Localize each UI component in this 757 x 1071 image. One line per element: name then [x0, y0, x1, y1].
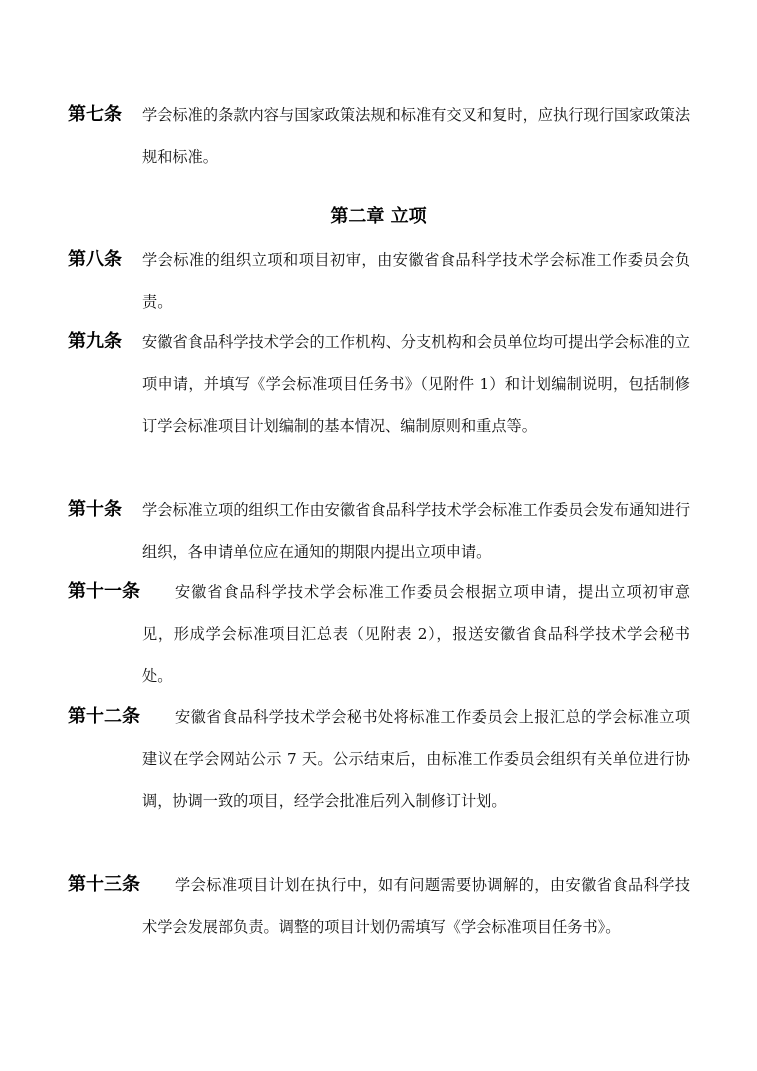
article-label: 第十三条 [68, 874, 140, 895]
article-text: 安徽省食品科学技术学会标准工作委员会根据立项申请，提出立项初审意见，形成学会标准项目汇总表（见附表 2），报送安徽省食品科学技术学会秘书处。 [142, 583, 690, 685]
article-label: 第八条 [68, 249, 122, 270]
article-label: 第十一条 [68, 581, 140, 602]
article-text: 学会标准的组织立项和项目初审，由安徽省食品科学技术学会标准工作委员会负责。 [142, 251, 690, 311]
article-text: 安徽省食品科学技术学会秘书处将标准工作委员会上报汇总的学会标准立项建议在学会网站公示 7 天。公示结束后，由标准工作委员会组织有关单位进行协调，协调一致的项目，经学会批准后列入制修订计划。 [142, 708, 690, 810]
article-text: 学会标准立项的组织工作由安徽省食品科学技术学会标准工作委员会发布通知进行组织，各申请单位应在通知的期限内提出立项申请。 [142, 501, 690, 561]
article-text: 学会标准项目计划在执行中，如有问题需要协调解的，由安徽省食品科学技术学会发展部负责。调整的项目计划仍需填写《学会标准项目任务书》。 [142, 876, 690, 936]
article-label: 第七条 [68, 104, 122, 125]
article-text: 学会标准的条款内容与国家政策法规和标准有交叉和复时，应执行现行国家政策法规和标准。 [142, 106, 690, 166]
chapter-title: 第二章 立项 [330, 206, 427, 227]
article-label: 第十条 [68, 499, 122, 520]
article-text: 安徽省食品科学技术学会的工作机构、分支机构和会员单位均可提出学会标准的立项申请，并填写《学会标准项目任务书》（见附件 1）和计划编制说明，包括制修订学会标准项目计划编制的基本情况、编制原则和重点等。 [142, 333, 690, 435]
article-label: 第九条 [68, 331, 122, 352]
article-label: 第十二条 [68, 706, 140, 727]
